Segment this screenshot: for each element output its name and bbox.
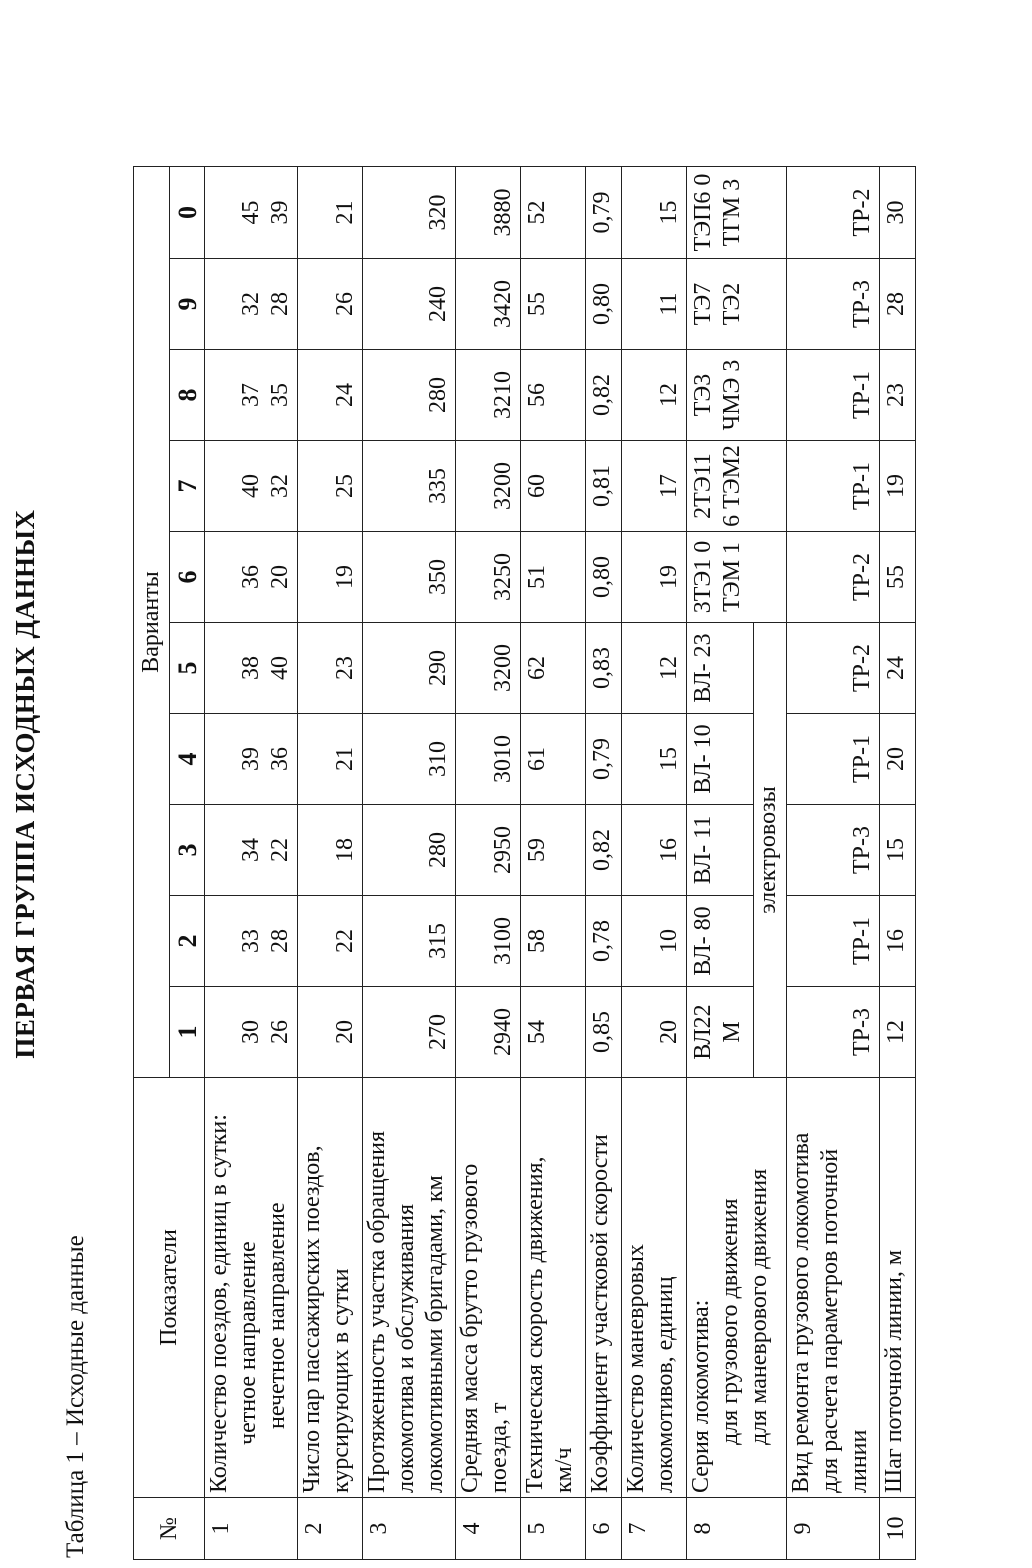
indicator-text: для маневрового движения xyxy=(746,1168,772,1445)
value-cell: 0,79 xyxy=(586,714,622,805)
value-cell: 2950 xyxy=(456,805,521,896)
row-number: 3 xyxy=(363,1498,456,1560)
value-cell: 20 xyxy=(622,987,687,1078)
value-cell: 19 xyxy=(880,441,916,532)
value-cell: 290 xyxy=(363,623,456,714)
indicator-text: Вид ремонта грузового локомотива xyxy=(788,1132,814,1493)
indicator-text: для расчета параметров поточной xyxy=(817,1148,843,1493)
freight-locomotive-cell: ВЛ- 11 xyxy=(687,805,754,896)
table-row xyxy=(521,167,586,1560)
value-cell: 59 xyxy=(521,805,586,896)
value-even: 36 xyxy=(238,565,264,589)
value-cell: 3100 xyxy=(456,896,521,987)
variant-header: 1 xyxy=(170,987,205,1078)
diesel-locomotive-cell: 3ТЭ1 0 ТЭМ 1 xyxy=(687,532,787,623)
value-odd: 26 xyxy=(267,1020,293,1044)
value-cell: 0,82 xyxy=(586,350,622,441)
variant-header: 3 xyxy=(170,805,205,896)
table-row xyxy=(622,167,687,1560)
value-cell: 22 xyxy=(298,896,363,987)
column-header-variants: Варианты xyxy=(134,167,170,1078)
indicator-text: локомотивными бригадами, км xyxy=(422,1175,448,1493)
row-number: 5 xyxy=(521,1498,586,1560)
value-cell: ТР-1 xyxy=(787,350,880,441)
indicator-text: нечетное направление xyxy=(264,1202,290,1429)
row-number: 9 xyxy=(787,1498,880,1560)
value-even: 39 xyxy=(238,747,264,771)
source-data-table xyxy=(133,166,916,1560)
value-cell xyxy=(205,441,298,532)
value-cell: 12 xyxy=(622,350,687,441)
value-cell: ТР-1 xyxy=(787,896,880,987)
value-odd: 22 xyxy=(267,838,293,862)
freight-locomotive-cell: ВЛ- 23 xyxy=(687,623,754,714)
value-even: 30 xyxy=(238,1020,264,1044)
value-cell: 54 xyxy=(521,987,586,1078)
value-cell: 280 xyxy=(363,350,456,441)
value-cell: 12 xyxy=(622,623,687,714)
table-caption: Таблица 1 – Исходные данные xyxy=(62,1235,89,1558)
row-number: 6 xyxy=(586,1498,622,1560)
diesel-locomotive-cell: ТЭ7 ТЭ2 xyxy=(687,259,787,350)
row-number: 1 xyxy=(205,1498,298,1560)
value-cell: 19 xyxy=(298,532,363,623)
value-cell: 16 xyxy=(622,805,687,896)
value-cell: 23 xyxy=(298,623,363,714)
variant-header: 8 xyxy=(170,350,205,441)
column-header-indicators: Показатели xyxy=(134,1078,205,1498)
variant-header: 7 xyxy=(170,441,205,532)
variant-header: 4 xyxy=(170,714,205,805)
value-cell: 3200 xyxy=(456,623,521,714)
table-row xyxy=(363,167,456,1560)
row-number: 2 xyxy=(298,1498,363,1560)
value-cell: ТР-3 xyxy=(787,987,880,1078)
row-number: 10 xyxy=(880,1498,916,1560)
indicator-cell xyxy=(622,1078,687,1498)
value-cell: 24 xyxy=(880,623,916,714)
value-cell: 12 xyxy=(880,987,916,1078)
indicator-text: Количество поездов, единиц в сутки: xyxy=(206,1114,232,1493)
indicator-text: км/ч xyxy=(551,1447,577,1493)
value-cell: 61 xyxy=(521,714,586,805)
value-cell: ТР-3 xyxy=(787,259,880,350)
value-even: 33 xyxy=(238,929,264,953)
value-cell: 0,83 xyxy=(586,623,622,714)
indicator-text: Серия локомотива: xyxy=(688,1299,714,1493)
value-cell: 3010 xyxy=(456,714,521,805)
document-heading: ПЕРВАЯ ГРУППА ИСХОДНЫХ ДАННЫХ xyxy=(10,509,40,1059)
value-cell: 335 xyxy=(363,441,456,532)
value-cell: ТР-2 xyxy=(787,167,880,259)
value-odd: 35 xyxy=(267,383,293,407)
value-even: 34 xyxy=(238,838,264,862)
table-row xyxy=(687,167,754,1560)
value-cell: ТР-3 xyxy=(787,805,880,896)
indicator-text: линии xyxy=(846,1429,872,1493)
indicator-text: Коэффициент участковой скорости xyxy=(587,1134,613,1493)
indicator-cell xyxy=(521,1078,586,1498)
value-cell: 52 xyxy=(521,167,586,259)
value-cell: 21 xyxy=(298,714,363,805)
row-number: 7 xyxy=(622,1498,687,1560)
indicator-cell xyxy=(205,1078,298,1498)
value-cell: ТР-1 xyxy=(787,714,880,805)
diesel-locomotive-cell: 2ТЭ11 6 ТЭМ2 xyxy=(687,441,787,532)
value-odd: 28 xyxy=(267,292,293,316)
value-cell: ТР-2 xyxy=(787,532,880,623)
value-cell: 270 xyxy=(363,987,456,1078)
value-cell: 20 xyxy=(298,987,363,1078)
value-cell: 3880 xyxy=(456,167,521,259)
value-cell: 55 xyxy=(880,532,916,623)
value-cell: 3250 xyxy=(456,532,521,623)
value-cell: 30 xyxy=(880,167,916,259)
variant-header: 0 xyxy=(170,167,205,259)
value-cell: 0,78 xyxy=(586,896,622,987)
table-row xyxy=(586,167,622,1560)
value-cell: 15 xyxy=(880,805,916,896)
table-row xyxy=(205,167,298,1560)
value-cell xyxy=(205,623,298,714)
value-cell: 0,80 xyxy=(586,532,622,623)
table-row xyxy=(298,167,363,1560)
value-cell xyxy=(205,350,298,441)
value-cell: 28 xyxy=(880,259,916,350)
table-row xyxy=(787,167,880,1560)
column-header-number: № xyxy=(134,1498,205,1560)
value-cell: ТР-2 xyxy=(787,623,880,714)
value-cell: 2940 xyxy=(456,987,521,1078)
value-cell: 26 xyxy=(298,259,363,350)
table-row xyxy=(880,167,916,1560)
value-cell: 19 xyxy=(622,532,687,623)
value-odd: 40 xyxy=(267,656,293,680)
value-cell xyxy=(205,987,298,1078)
indicator-cell xyxy=(298,1078,363,1498)
value-cell: 62 xyxy=(521,623,586,714)
header-row-1 xyxy=(134,167,170,1560)
row-number: 8 xyxy=(687,1498,787,1560)
table-row xyxy=(456,167,521,1560)
indicator-cell xyxy=(586,1078,622,1498)
diesel-locomotive-cell: ТЭП6 0 ТГМ 3 xyxy=(687,167,787,259)
value-even: 40 xyxy=(238,474,264,498)
variant-header: 6 xyxy=(170,532,205,623)
value-odd: 36 xyxy=(267,747,293,771)
value-cell: 56 xyxy=(521,350,586,441)
value-cell: 0,80 xyxy=(586,259,622,350)
indicator-text: Протяженность участка обращения xyxy=(364,1130,390,1493)
value-even: 37 xyxy=(238,383,264,407)
value-cell xyxy=(205,167,298,259)
value-cell xyxy=(205,896,298,987)
value-cell: 60 xyxy=(521,441,586,532)
indicator-cell xyxy=(456,1078,521,1498)
value-cell: 280 xyxy=(363,805,456,896)
indicator-text: курсирующих в сутки xyxy=(328,1268,354,1493)
value-cell xyxy=(205,805,298,896)
value-cell: 10 xyxy=(622,896,687,987)
indicator-text: локомотива и обслуживания xyxy=(393,1203,419,1493)
variant-header: 2 xyxy=(170,896,205,987)
value-even: 38 xyxy=(238,656,264,680)
value-cell: 0,85 xyxy=(586,987,622,1078)
variant-header: 5 xyxy=(170,623,205,714)
value-cell: 3420 xyxy=(456,259,521,350)
indicator-cell xyxy=(363,1078,456,1498)
value-cell: 18 xyxy=(298,805,363,896)
value-cell: 21 xyxy=(298,167,363,259)
value-cell: 55 xyxy=(521,259,586,350)
value-cell: 58 xyxy=(521,896,586,987)
value-cell: 24 xyxy=(298,350,363,441)
value-cell: 3200 xyxy=(456,441,521,532)
indicator-text: Средняя масса брутто грузового xyxy=(457,1163,483,1493)
variant-header: 9 xyxy=(170,259,205,350)
value-cell: 350 xyxy=(363,532,456,623)
value-cell: 20 xyxy=(880,714,916,805)
value-cell: 320 xyxy=(363,167,456,259)
value-cell: 23 xyxy=(880,350,916,441)
value-cell xyxy=(205,714,298,805)
value-cell xyxy=(205,532,298,623)
freight-locomotive-cell: ВЛ22 М xyxy=(687,987,754,1078)
value-cell xyxy=(205,259,298,350)
indicator-text: четное направление xyxy=(235,1241,261,1445)
indicator-cell xyxy=(687,1078,787,1498)
indicator-text: поезда, т xyxy=(486,1402,512,1493)
value-even: 45 xyxy=(238,200,264,225)
value-cell: 0,81 xyxy=(586,441,622,532)
indicator-text: локомотивов, единиц xyxy=(652,1276,678,1493)
diesel-locomotive-cell: ТЭ3 ЧМЭ 3 xyxy=(687,350,787,441)
indicator-text: Техническая скорость движения, xyxy=(522,1156,548,1493)
electric-locomotives-label: электровозы xyxy=(754,623,787,1078)
indicator-text: Шаг поточной линии, м xyxy=(881,1249,907,1493)
value-odd: 32 xyxy=(267,474,293,498)
value-cell: 310 xyxy=(363,714,456,805)
value-cell: 0,79 xyxy=(586,167,622,259)
value-cell: 51 xyxy=(521,532,586,623)
value-odd: 20 xyxy=(267,565,293,589)
indicator-cell xyxy=(880,1078,916,1498)
indicator-text: для грузового движения xyxy=(717,1198,743,1445)
value-cell: 315 xyxy=(363,896,456,987)
row-number: 4 xyxy=(456,1498,521,1560)
freight-locomotive-cell: ВЛ- 10 xyxy=(687,714,754,805)
value-cell: 16 xyxy=(880,896,916,987)
value-even: 32 xyxy=(238,292,264,316)
value-cell: 240 xyxy=(363,259,456,350)
value-cell: 25 xyxy=(298,441,363,532)
indicator-text: Число пар пассажирских поездов, xyxy=(299,1145,325,1493)
value-cell: 17 xyxy=(622,441,687,532)
indicator-text: Количество маневровых xyxy=(623,1244,649,1493)
value-cell: 15 xyxy=(622,714,687,805)
indicator-cell xyxy=(787,1078,880,1498)
value-cell: 11 xyxy=(622,259,687,350)
value-odd: 39 xyxy=(267,200,293,225)
value-cell: 0,82 xyxy=(586,805,622,896)
value-cell: ТР-1 xyxy=(787,441,880,532)
value-cell: 15 xyxy=(622,167,687,259)
freight-locomotive-cell: ВЛ- 80 xyxy=(687,896,754,987)
value-odd: 28 xyxy=(267,929,293,953)
value-cell: 3210 xyxy=(456,350,521,441)
